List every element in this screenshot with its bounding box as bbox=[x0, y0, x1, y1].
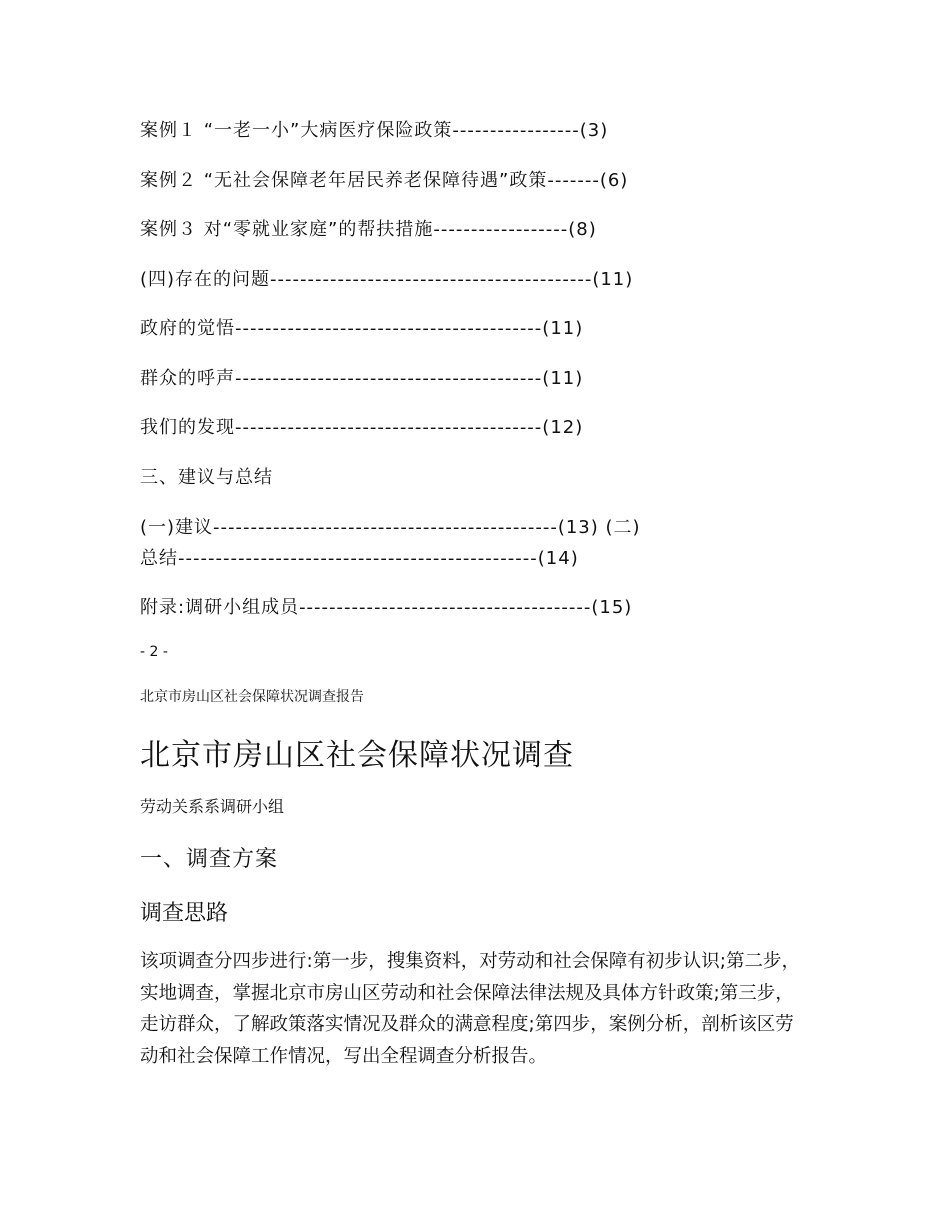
subsection-heading: 调查思路 bbox=[140, 901, 229, 926]
toc-entry-summary: 总结------------------------------------------------(14) bbox=[140, 548, 579, 569]
author-line: 劳动关系系调研小组 bbox=[140, 797, 285, 816]
toc-entry-appendix: 附录:调研小组成员---------------------------------------(15) bbox=[140, 597, 633, 618]
toc-entry-government: 政府的觉悟-----------------------------------------(11) bbox=[140, 318, 584, 339]
document-title: 北京市房山区社会保障状况调查 bbox=[140, 738, 574, 773]
toc-entry-case-2: 案例２ “无社会保障老年居民养老保障待遇”政策-------(6) bbox=[140, 170, 629, 191]
toc-entry-problems: (四)存在的问题-------------------------------------------(11) bbox=[140, 269, 634, 290]
toc-entry-case-3: 案例３ 对“零就业家庭”的帮扶措施------------------(8) bbox=[140, 219, 597, 240]
toc-entry-suggestions-summary: 三、建议与总结 bbox=[140, 467, 273, 488]
section-heading: 一、调查方案 bbox=[140, 847, 279, 872]
toc-entry-findings: 我们的发现-----------------------------------------(12) bbox=[140, 417, 584, 438]
toc-entry-case-1: 案例１ “一老一小”大病医疗保险政策-----------------(3) bbox=[140, 120, 609, 141]
body-paragraph: 该项调查分四步进行:第一步，搜集资料，对劳动和社会保障有初步认识;第二步，实地调查，掌握北京市房山区劳动和社会保障法律法规及具体方针政策;第三步，走访群众，了解政策落实情况及群众的满意程度;第四步，案例分析，剖析该区劳动和社会保障工作情况，写出全程调查分析报告。 bbox=[140, 951, 800, 1067]
toc-entry-public-voice: 群众的呼声-----------------------------------------(11) bbox=[140, 368, 584, 389]
toc-entry-suggestions: (一)建议----------------------------------------------(13) (二) bbox=[140, 517, 641, 538]
running-head: 北京市房山区社会保障状况调查报告 bbox=[140, 689, 364, 705]
page-number: - 2 - bbox=[140, 644, 168, 660]
